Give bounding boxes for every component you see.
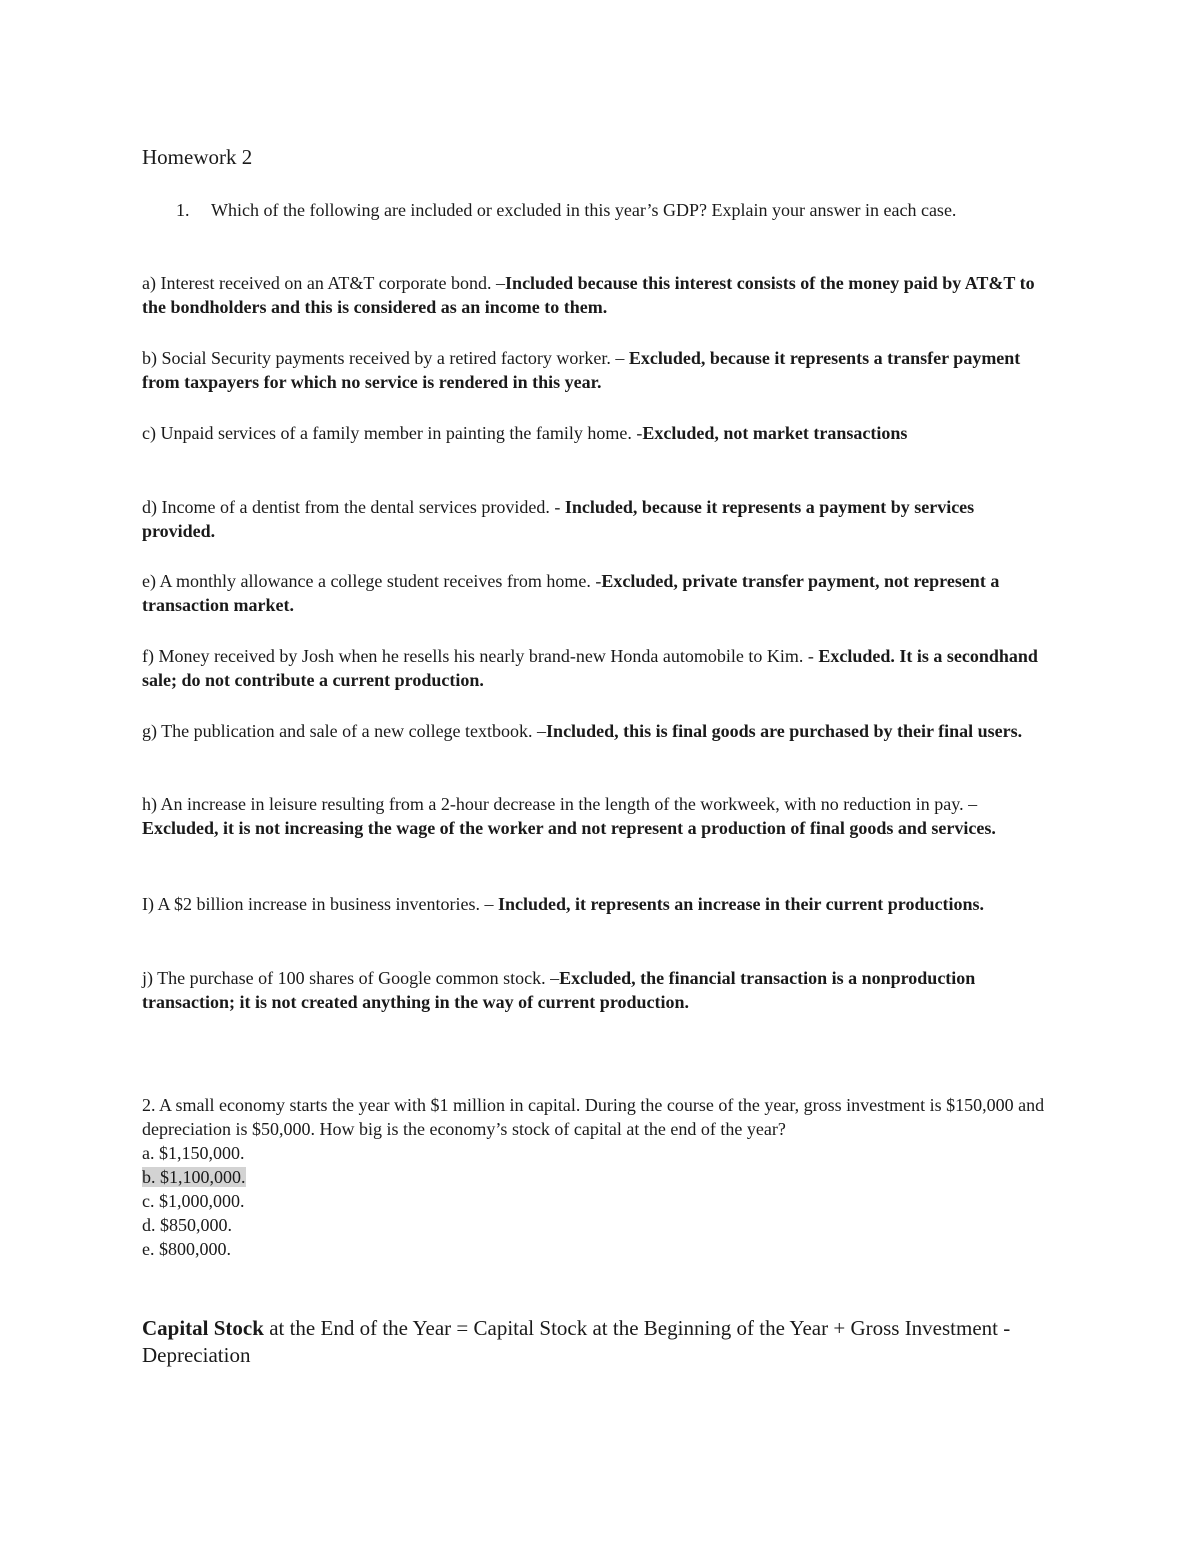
item-answer: Included, it represents an increase in their current productions. [497,894,984,914]
item-question: f) Money received by Josh when he resells his nearly brand-new Honda automobile to Kim. - [142,646,819,666]
list-item [142,892,1042,916]
item-answer: Excluded, it is not increasing the wage of the worker and not represent a production of final goods and services. [142,818,996,838]
question-2 [142,1093,1062,1261]
list-item [142,271,1042,319]
answer-option-label: c. $1,000,000. [142,1191,245,1211]
formula-lead: Capital Stock [142,1316,264,1340]
list-item [142,966,1042,1014]
item-question: c) Unpaid services of a family member in painting the family home. - [142,423,643,443]
item-answer: Excluded. It is a secondhand sale; do not contribute a current production. [142,646,1038,690]
answer-option [142,1237,1062,1261]
answer-option [142,1141,1062,1165]
answer-option [142,1213,1062,1237]
item-question: j) The purchase of 100 shares of Google common stock. – [142,968,560,988]
item-answer: Included, because it represents a payment by services provided. [142,497,975,541]
item-answer: Excluded, the financial transaction is a nonproduction transaction; it is not created anything in the way of current production. [142,968,976,1012]
formula-rest: at the End of the Year = Capital Stock at the Beginning of the Year + Gross Investment - Depreciation [142,1316,1011,1367]
list-item [142,569,1042,617]
answer-options [142,1141,1062,1261]
document-title: Homework 2 [142,145,253,169]
item-answer: Included because this interest consists of the money paid by AT&T to the bondholders and this is considered as an income to them. [142,273,1035,317]
item-question: a) Interest received on an AT&T corporate bond. – [142,273,506,293]
question-1-text: Which of the following are included or excluded in this year’s GDP? Explain your answer in each case. [211,200,957,220]
answer-option [142,1189,1062,1213]
item-question: I) A $2 billion increase in business inventories. – [142,894,498,914]
item-answer: Excluded, because it represents a transfer payment from taxpayers for which no service is rendered in this year. [142,348,1021,392]
item-question: g) The publication and sale of a new college textbook. – [142,721,547,741]
item-question: e) A monthly allowance a college student receives from home. - [142,571,602,591]
list-item [142,719,1042,743]
item-question: h) An increase in leisure resulting from a 2-hour decrease in the length of the workweek, with no reduction in pay. – [142,794,978,814]
item-answer: Excluded, private transfer payment, not represent a transaction market. [142,571,1000,615]
question-2-text: 2. A small economy starts the year with $1 million in capital. During the course of the year, gross investment is $150,000 and depreciation is $50,000. How big is the economy’s stock of capital at the end of the year? [142,1095,1045,1139]
item-answer: Included, this is final goods are purchased by their final users. [546,721,1023,741]
answer-option-label: d. $850,000. [142,1215,232,1235]
list-item [142,644,1042,692]
list-item [142,792,1042,840]
list-item [142,421,1042,445]
question-1-number: 1. [176,200,190,220]
answer-option-label: a. $1,150,000. [142,1143,245,1163]
item-question: b) Social Security payments received by a retired factory worker. – [142,348,629,368]
question-1 [142,198,1072,222]
answer-option-label: e. $800,000. [142,1239,231,1259]
capital-stock-formula [142,1315,1062,1369]
item-question: d) Income of a dentist from the dental services provided. - [142,497,565,517]
list-item [142,495,1042,543]
answer-option-label: b. $1,100,000. [142,1167,246,1187]
item-answer: Excluded, not market transactions [642,423,908,443]
list-item [142,346,1042,394]
answer-option-selected [142,1165,1062,1189]
